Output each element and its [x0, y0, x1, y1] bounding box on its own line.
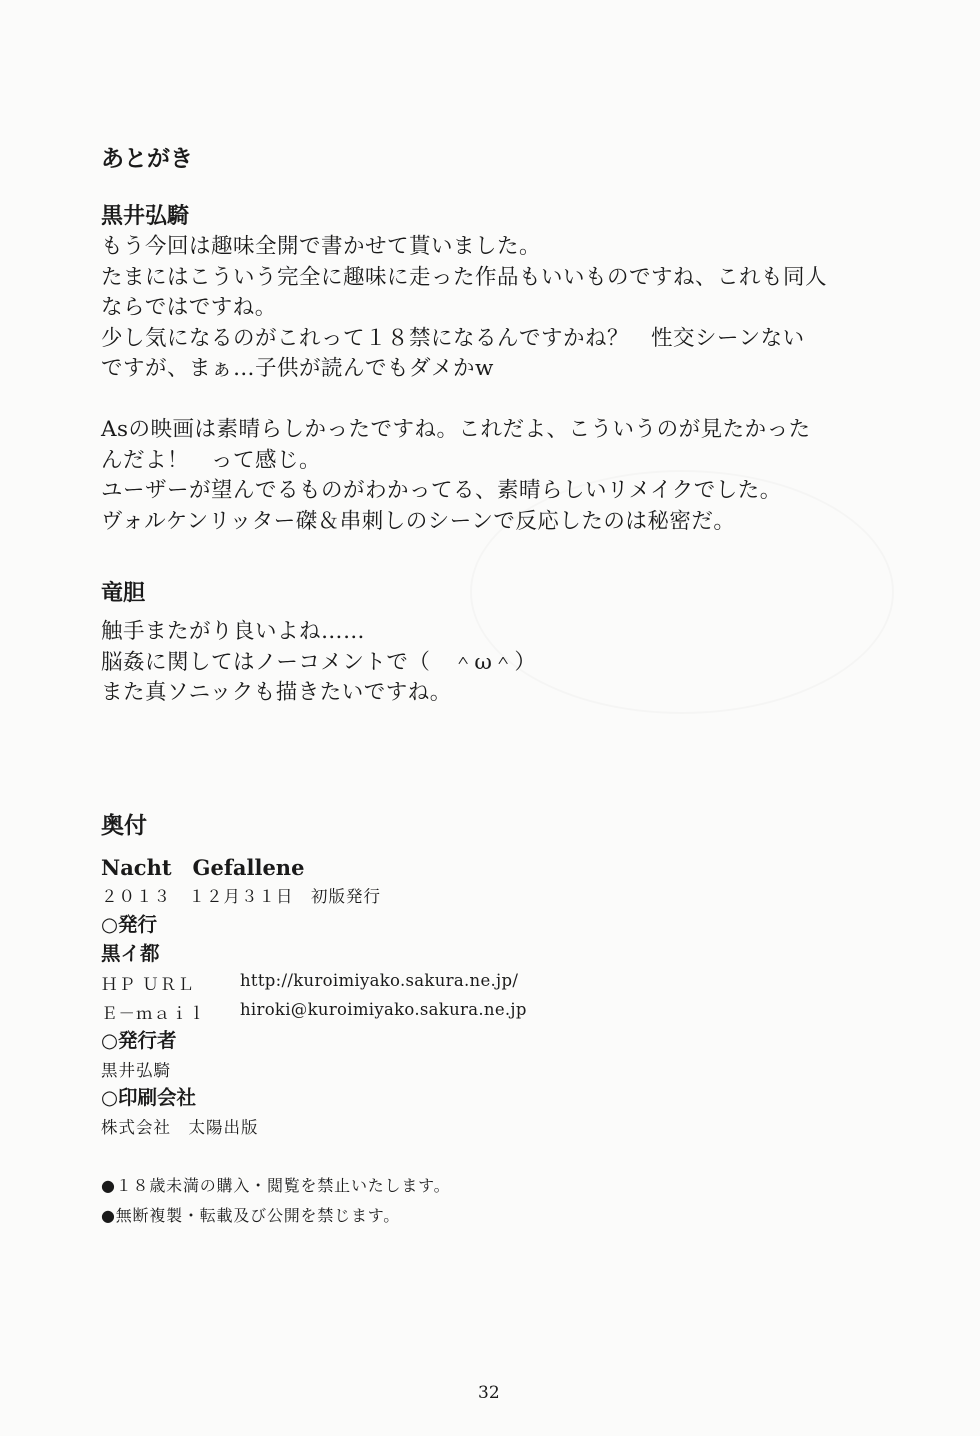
afterword-paragraph-kuroi-2 [101, 415, 811, 537]
printer-label: ○印刷会社 [101, 1086, 197, 1109]
book-title: Nacht Gefallene [101, 855, 305, 880]
publish-date: ２０１３ １２月３１日 初版発行 [101, 887, 381, 906]
hp-url-label: ＨＰ ＵＲＬ [101, 975, 195, 994]
author-heading-rindou: 竜胆 [101, 581, 146, 606]
afterword-paragraph-kuroi-1 [101, 232, 827, 385]
publisher-label: ○発行 [101, 913, 158, 936]
text-line: Asの映画は素晴らしかったですね。これだよ、こういうのが見たかった [101, 417, 811, 442]
text-line: んだよ！ って感じ。 [101, 447, 322, 473]
colophon-heading: 奥付 [101, 813, 147, 839]
issuer-name: 黒井弘騎 [101, 1061, 171, 1080]
afterword-paragraph-rindou [101, 617, 536, 709]
age-restriction-note: ●１８歳未満の購入・閲覧を禁止いたします。 [101, 1176, 451, 1195]
afterword-heading: あとがき [101, 146, 193, 172]
text-line: また真ソニックも描きたいですね。 [101, 680, 452, 705]
text-line: もう今回は趣味全開で書かせて貰いました。 [101, 234, 542, 259]
text-line: ヴォルケンリッター磔＆串刺しのシーンで反応したのは秘密だ。 [101, 508, 736, 534]
printer-name: 株式会社 太陽出版 [101, 1118, 259, 1137]
email-value[interactable]: hiroki@kuroimiyako.sakura.ne.jp [240, 1000, 527, 1019]
text-line: 少し気になるのがこれって１８禁になるんですかね？ 性交シーンない [101, 325, 805, 351]
text-line: ならではですね。 [101, 295, 277, 320]
publisher-name: 黒イ都 [101, 942, 160, 965]
copyright-note: ●無断複製・転載及び公開を禁じます。 [101, 1206, 401, 1225]
text-line: ユーザーが望んでるものがわかってる、素晴らしいリメイクでした。 [101, 478, 782, 503]
issuer-label: ○発行者 [101, 1029, 177, 1052]
text-line: ですが、まぁ…子供が読んでもダメかw [101, 356, 494, 381]
text-line: 触手またがり良いよね…… [101, 619, 366, 644]
author-heading-kuroi: 黒井弘騎 [101, 204, 190, 229]
hp-url-value[interactable]: http://kuroimiyako.sakura.ne.jp/ [240, 971, 519, 990]
email-label: Ｅ－ｍａｉｌ [101, 1004, 206, 1023]
text-line: 脳姦に関してはノーコメントで（ ＾ω＾） [101, 649, 537, 675]
page-number: 32 [478, 1383, 500, 1403]
text-line: たまにはこういう完全に趣味に走った作品もいいものですね、これも同人 [101, 264, 828, 290]
